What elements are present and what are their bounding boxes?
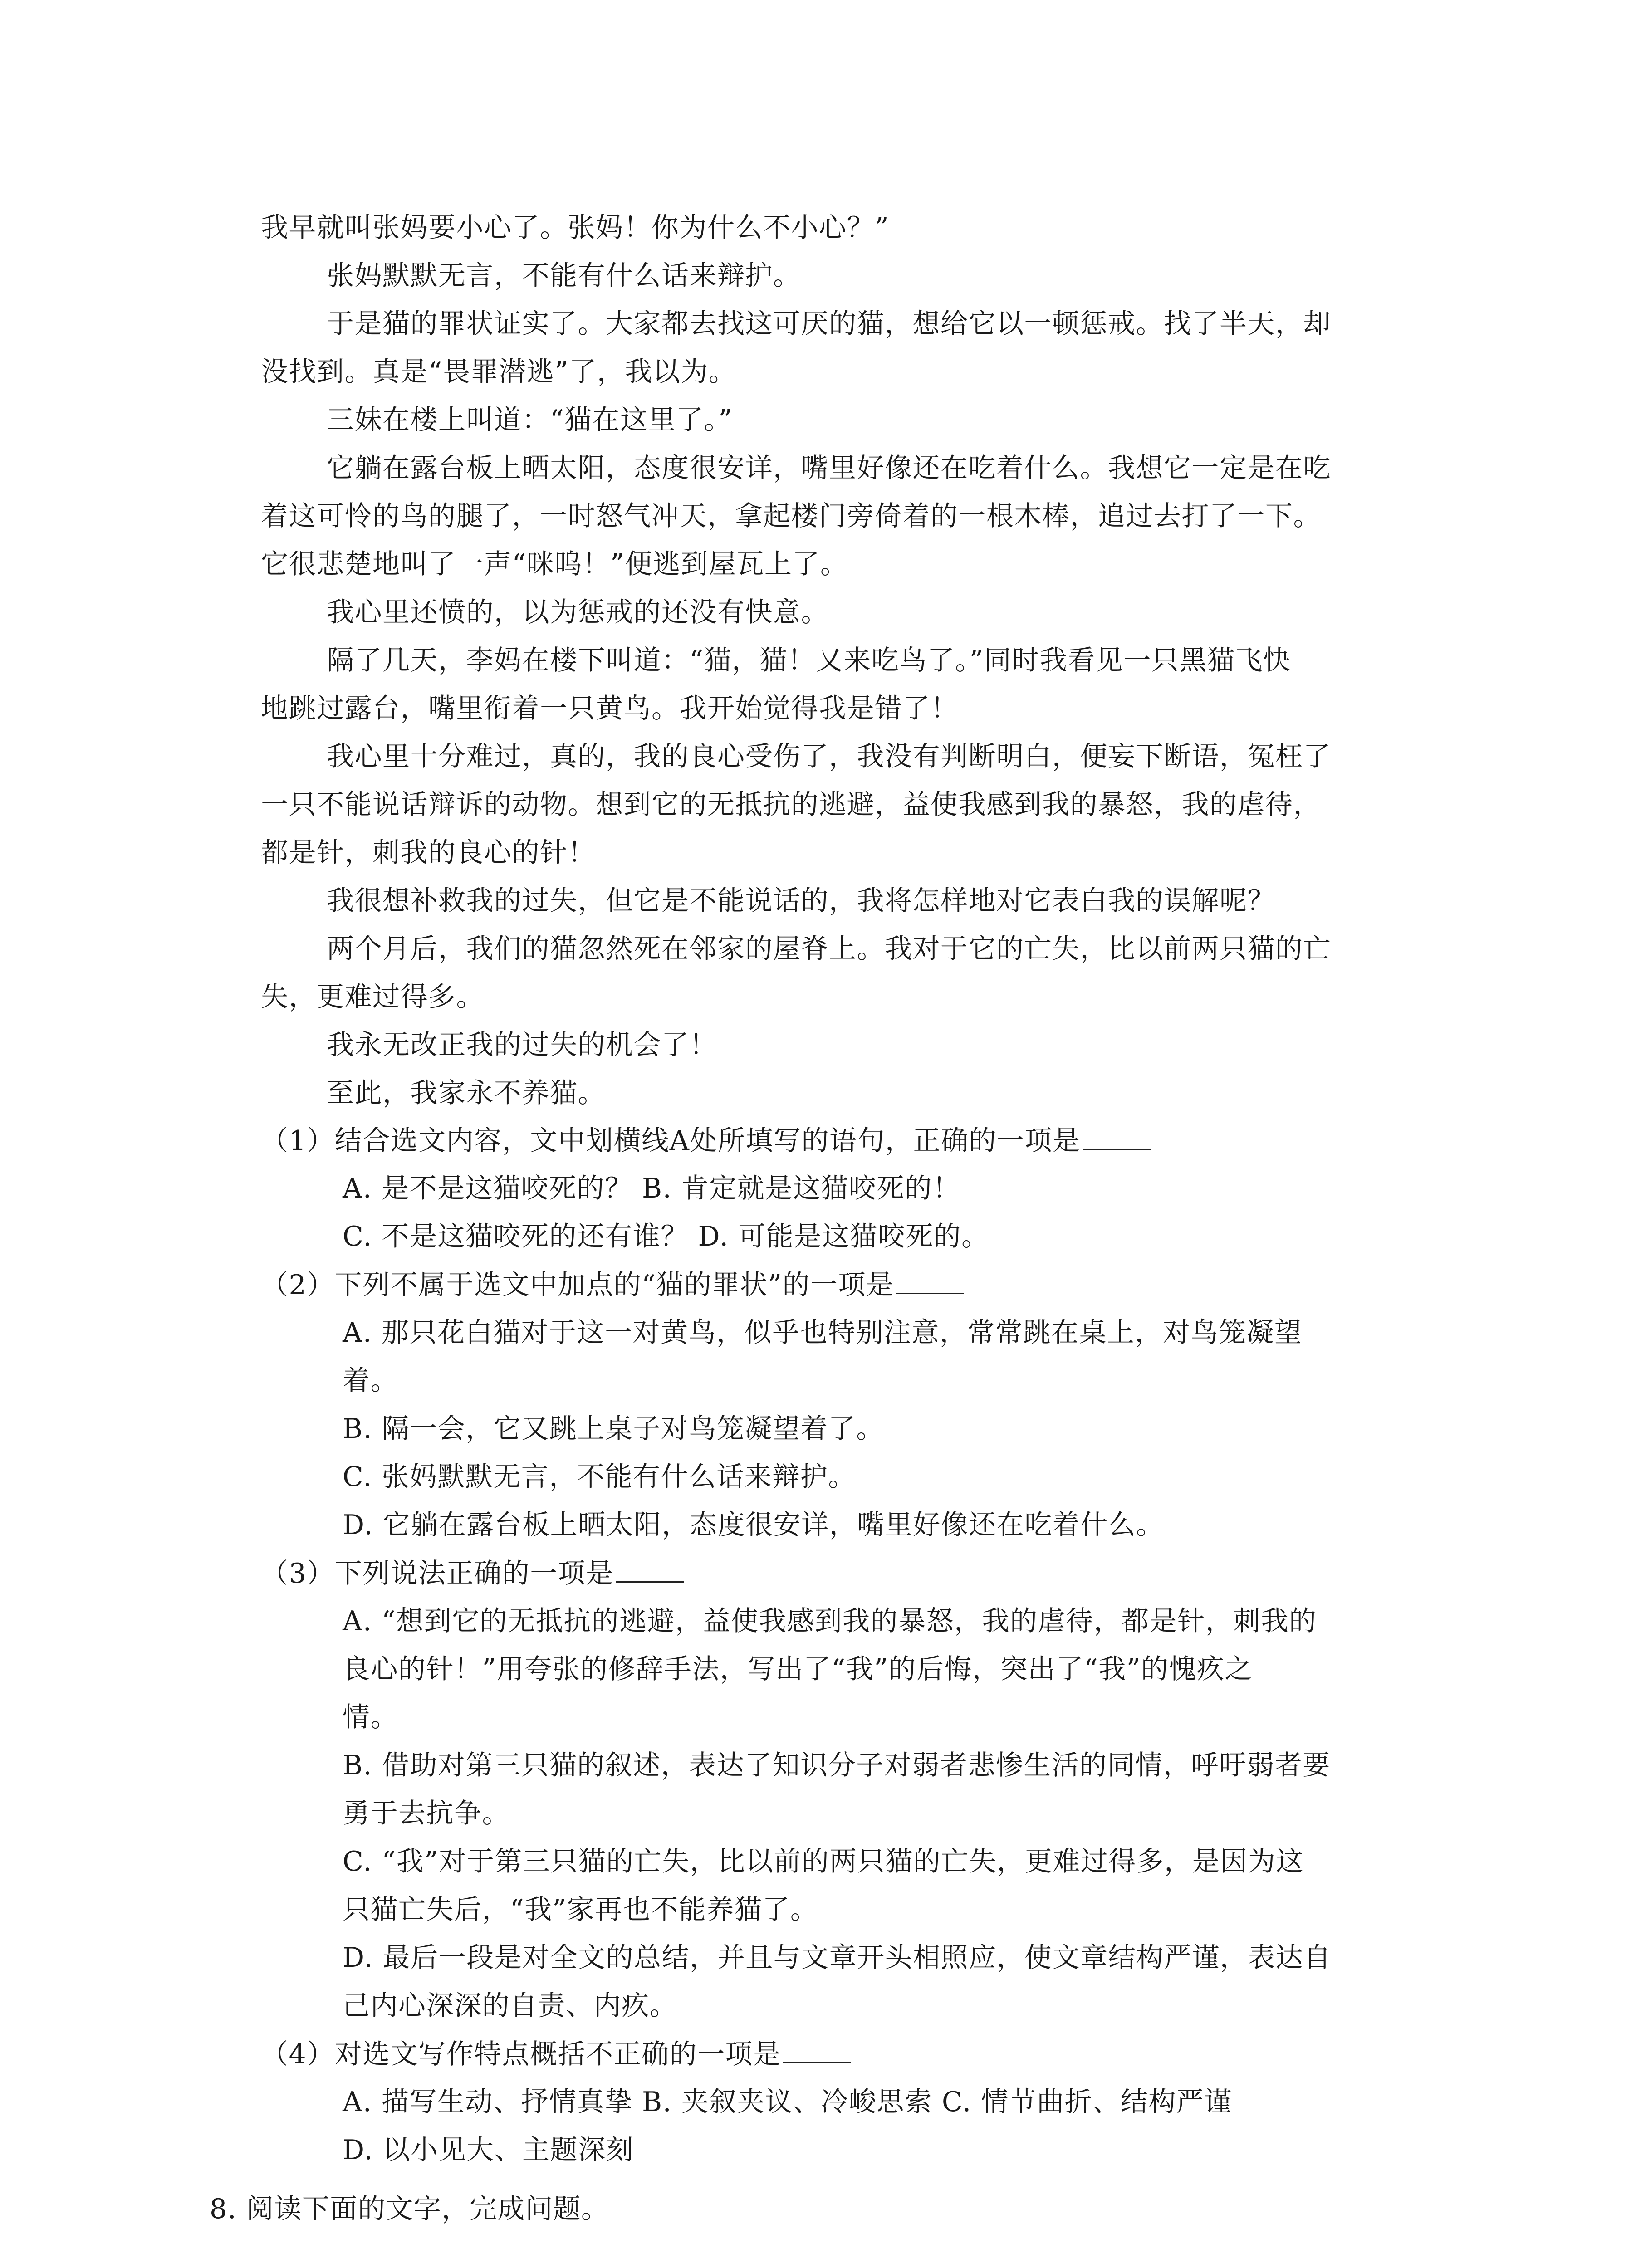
passage-line: 它躺在露台板上晒太阳，态度很安详，嘴里好像还在吃着什么。我想它一定是在吃 (327, 452, 1331, 484)
question-3-option-b: B. 借助对第三只猫的叙述，表达了知识分子对弱者悲惨生活的同情，呼吁弱者要 (343, 1750, 1331, 1781)
question-2-option-d: D. 它躺在露台板上晒太阳，态度很安详，嘴里好像还在吃着什么。 (343, 1509, 1164, 1541)
question-1-options: A. 是不是这猫咬死的？ B. 肯定就是这猫咬死的！ (343, 1173, 960, 1204)
passage-line: 地跳过露台，嘴里衔着一只黄鸟。我开始觉得我是错了！ (261, 693, 959, 724)
passage-line: 着这可怜的鸟的腿了，一时怒气冲天，拿起楼门旁倚着的一根木棒，追过去打了一下。 (261, 500, 1321, 532)
passage-line: 我永无改正我的过失的机会了！ (327, 1029, 717, 1061)
question-1-options: C. 不是这猫咬死的还有谁？ D. 可能是这猫咬死的。 (343, 1221, 989, 1252)
question-2-option-c: C. 张妈默默无言，不能有什么话来辩护。 (343, 1461, 856, 1493)
question-3-option-c: 只猫亡失后，“我”家再也不能养猫了。 (343, 1894, 818, 1926)
answer-blank[interactable] (896, 1268, 964, 1294)
question-3-option-a: A. “想到它的无抵抗的逃避，益使我感到我的暴怒，我的虐待，都是针，刺我的 (343, 1605, 1317, 1637)
passage-line: 三妹在楼上叫道：“猫在这里了。” (327, 404, 733, 436)
passage-line: 我早就叫张妈要小心了。张妈！你为什么不小心？” (261, 212, 890, 244)
passage-line: 一只不能说话辩诉的动物。想到它的无抵抗的逃避，益使我感到我的暴怒，我的虐待， (261, 789, 1321, 821)
passage-line: 于是猫的罪状证实了。大家都去找这可厌的猫，想给它以一顿惩戒。找了半天，却 (327, 308, 1331, 340)
passage-line: 两个月后，我们的猫忽然死在邻家的屋脊上。我对于它的亡失，比以前两只猫的亡 (327, 933, 1331, 965)
question-4-text: （4）对选文写作特点概括不正确的一项是 (261, 2038, 781, 2070)
question-3-stem (261, 1557, 684, 1590)
question-2-option-a: A. 那只花白猫对于这一对黄鸟，似乎也特别注意，常常跳在桌上，对鸟笼凝望 (343, 1317, 1303, 1349)
question-3-option-b: 勇于去抗争。 (343, 1798, 510, 1829)
question-2-option-a: 着。 (343, 1365, 398, 1397)
answer-blank[interactable] (1083, 1124, 1151, 1150)
question-1-text: （1）结合选文内容，文中划横线A处所填写的语句，正确的一项是 (261, 1125, 1081, 1157)
question-2-option-b: B. 隔一会，它又跳上桌子对鸟笼凝望着了。 (343, 1413, 884, 1445)
passage-line: 我心里十分难过，真的，我的良心受伤了，我没有判断明白，便妄下断语，冤枉了 (327, 741, 1331, 772)
question-2-text: （2）下列不属于选文中加点的“猫的罪状”的一项是 (261, 1269, 894, 1301)
question-8-heading: 8. 阅读下面的文字，完成问题。 (210, 2193, 609, 2225)
question-3-option-d: 己内心深深的自责、内疚。 (343, 1990, 677, 2022)
passage-line: 没找到。真是“畏罪潜逃”了，我以为。 (261, 356, 737, 388)
passage-line: 至此，我家永不养猫。 (327, 1077, 606, 1109)
question-4-options: D. 以小见大、主题深刻 (343, 2134, 634, 2166)
answer-blank[interactable] (616, 1557, 684, 1583)
passage-line: 我心里还愤的，以为惩戒的还没有快意。 (327, 596, 829, 628)
answer-blank[interactable] (783, 2038, 851, 2063)
passage-line: 都是针，刺我的良心的针！ (261, 837, 596, 869)
question-4-options: A. 描写生动、抒情真挚 B. 夹叙夹议、冷峻思索 C. 情节曲折、结构严谨 (343, 2086, 1232, 2118)
passage-line: 隔了几天，李妈在楼下叫道：“猫，猫！又来吃鸟了。”同时我看见一只黑猫飞快 (327, 645, 1291, 676)
question-3-option-c: C. “我”对于第三只猫的亡失，比以前的两只猫的亡失，更难过得多，是因为这 (343, 1846, 1304, 1877)
question-2-stem (261, 1268, 964, 1301)
passage-line: 我很想补救我的过失，但它是不能说话的，我将怎样地对它表白我的误解呢？ (327, 885, 1275, 917)
passage-line: 张妈默默无言，不能有什么话来辩护。 (327, 260, 801, 292)
question-3-option-a: 良心的针！”用夸张的修辞手法，写出了“我”的后悔，突出了“我”的愧疚之 (343, 1653, 1253, 1685)
question-4-stem (261, 2038, 851, 2071)
question-1-stem (261, 1124, 1151, 1157)
question-3-option-a: 情。 (343, 1701, 398, 1733)
question-3-option-d: D. 最后一段是对全文的总结，并且与文章开头相照应，使文章结构严谨，表达自 (343, 1942, 1332, 1974)
passage-line: 它很悲楚地叫了一声“咪呜！”便逃到屋瓦上了。 (261, 548, 848, 580)
passage-line: 失，更难过得多。 (261, 981, 484, 1013)
question-3-text: （3）下列说法正确的一项是 (261, 1558, 614, 1589)
